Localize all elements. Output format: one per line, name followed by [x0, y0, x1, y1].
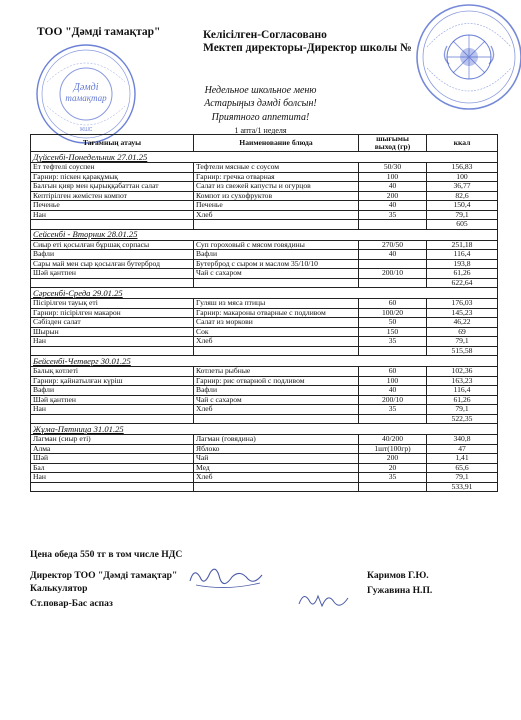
table-row: [31, 367, 498, 377]
dish-name-kz: Ет тефтелі соуспен: [31, 163, 194, 173]
table-row: [31, 308, 498, 318]
table-row: [31, 172, 498, 182]
dish-kcal: 82,6: [427, 191, 498, 201]
dish-yield: 150: [359, 327, 427, 337]
dish-kcal: 156,83: [427, 163, 498, 173]
dish-name-kz: Вафли: [31, 386, 194, 396]
table-row: [31, 454, 498, 464]
table-row: [31, 463, 498, 473]
dish-name-kz: Вафли: [31, 250, 194, 260]
approval-director-line: Мектеп директоры-Директор школы №: [203, 42, 412, 54]
menu-table: [30, 134, 498, 492]
dish-name-ru: Сок: [194, 327, 359, 337]
dish-name-kz: Сары май мен сыр қосылған бутерброд: [31, 259, 194, 269]
day-name: Сәрсенбі-Среда 29.01.25: [31, 288, 498, 299]
dish-name-kz: Бал: [31, 463, 194, 473]
day-name: Сейсенбі - Вторник 28.01.25: [31, 229, 498, 240]
dish-name-kz: Нан: [31, 473, 194, 483]
dish-kcal: 176,03: [427, 299, 498, 309]
table-row: [31, 327, 498, 337]
dish-name-ru: Вафли: [194, 386, 359, 396]
day-total-kcal: 515,58: [427, 346, 498, 356]
dish-kcal: 61,26: [427, 395, 498, 405]
dish-kcal: 145,23: [427, 308, 498, 318]
day-total-row: [31, 220, 498, 230]
dish-name-kz: Гарнир: пісірілген макарон: [31, 308, 194, 318]
empty-cell: [31, 482, 194, 492]
day-name: Дүйсенбі-Понедельник 27.01.25: [31, 152, 498, 163]
table-row: [31, 259, 498, 269]
dish-name-ru: Печенье: [194, 201, 359, 211]
dish-name-kz: Гарнир: қайнатылған күріш: [31, 376, 194, 386]
dish-name-ru: Тефтели мясные с соусом: [194, 163, 359, 173]
table-row: [31, 337, 498, 347]
empty-cell: [359, 346, 427, 356]
empty-cell: [31, 220, 194, 230]
menu-table-body: [31, 135, 498, 492]
dish-kcal: 100: [427, 172, 498, 182]
dish-name-kz: Шырын: [31, 327, 194, 337]
dish-name-ru: Гуляш из мяса птицы: [194, 299, 359, 309]
dish-name-ru: Чай с сахаром: [194, 395, 359, 405]
director-label: Директор ТОО "Дәмді тамақтар": [30, 570, 178, 581]
dish-kcal: 79,1: [427, 337, 498, 347]
dish-name-kz: Нан: [31, 337, 194, 347]
dish-kcal: 150,4: [427, 201, 498, 211]
dish-kcal: 193,8: [427, 259, 498, 269]
dish-name-ru: Чай с сахаром: [194, 269, 359, 279]
stamp-text-small: ЖШС: [79, 127, 93, 133]
dish-yield: 50/30: [359, 163, 427, 173]
stamp-text-top: Дәмді: [73, 82, 99, 93]
dish-name-ru: Салат из свежей капусты и огурцов: [194, 182, 359, 192]
day-total-row: [31, 346, 498, 356]
day-header-row: [31, 152, 498, 163]
day-total-row: [31, 278, 498, 288]
day-total-row: [31, 482, 498, 492]
day-total-kcal: 605: [427, 220, 498, 230]
dish-yield: 40: [359, 201, 427, 211]
dish-name-kz: Сиыр еті қосылған бұршақ сорпасы: [31, 240, 194, 250]
approval-label: Келісілген-Согласовано: [203, 29, 327, 41]
dish-name-kz: Кептірілген жемістен компот: [31, 191, 194, 201]
dish-yield: 200/10: [359, 395, 427, 405]
dish-yield: 200: [359, 191, 427, 201]
dish-name-ru: Компот из сухофруктов: [194, 191, 359, 201]
price-note: Цена обеда 550 тг в том числе НДС: [30, 549, 183, 560]
greeting-ru: Приятного аппетита!: [211, 112, 310, 123]
day-name: Бейсенбі-Четверг 30.01.25: [31, 356, 498, 367]
dish-yield: 20: [359, 463, 427, 473]
dish-yield: 35: [359, 210, 427, 220]
dish-kcal: 36,77: [427, 182, 498, 192]
dish-name-ru: Котлеты рыбные: [194, 367, 359, 377]
dish-yield: 270/50: [359, 240, 427, 250]
stamp-text-bottom: тамақтар: [65, 93, 107, 103]
header-kcal: ккал: [427, 135, 498, 152]
day-header-row: [31, 229, 498, 240]
dish-yield: 40/200: [359, 435, 427, 445]
dish-name-kz: Лагман (сиыр еті): [31, 435, 194, 445]
dish-kcal: 1,41: [427, 454, 498, 464]
empty-cell: [194, 278, 359, 288]
empty-cell: [194, 220, 359, 230]
empty-cell: [194, 482, 359, 492]
dish-yield: 60: [359, 367, 427, 377]
empty-cell: [359, 220, 427, 230]
table-row: [31, 191, 498, 201]
greeting-kz: Астарыңыз дәмді болсын!: [204, 98, 317, 109]
day-total-kcal: 533,91: [427, 482, 498, 492]
dish-name-ru: Вафли: [194, 250, 359, 260]
dish-name-ru: Мед: [194, 463, 359, 473]
day-total-row: [31, 414, 498, 424]
dish-yield: 35: [359, 405, 427, 415]
dish-name-ru: Хлеб: [194, 210, 359, 220]
table-row: [31, 405, 498, 415]
day-name: Жұма-Пятница 31.01.25: [31, 424, 498, 435]
table-row: [31, 395, 498, 405]
header-yield-bottom: выход (гр): [374, 142, 411, 151]
dish-kcal: 79,1: [427, 473, 498, 483]
dish-yield: 60: [359, 299, 427, 309]
table-row: [31, 269, 498, 279]
dish-kcal: 251,18: [427, 240, 498, 250]
header-kz: Тағамның атауы: [31, 135, 194, 152]
dish-yield: 50: [359, 318, 427, 328]
dish-name-kz: Печенье: [31, 201, 194, 211]
dish-kcal: 79,1: [427, 210, 498, 220]
dish-name-ru: Хлеб: [194, 337, 359, 347]
dish-name-ru: Лагман (говядина): [194, 435, 359, 445]
table-row: [31, 435, 498, 445]
dish-name-ru: Бутерброд с сыром и маслом 35/10/10: [194, 259, 359, 269]
empty-cell: [359, 414, 427, 424]
dish-kcal: 163,23: [427, 376, 498, 386]
header-ru: Наименование блюда: [194, 135, 359, 152]
dish-kcal: 47: [427, 444, 498, 454]
empty-cell: [359, 278, 427, 288]
table-header-row: [31, 135, 498, 152]
dish-name-ru: Гарнир: макароны отварные с подливом: [194, 308, 359, 318]
dish-kcal: 116,4: [427, 386, 498, 396]
director-name: Каримов Г.Ю.: [367, 570, 429, 581]
dish-name-ru: Хлеб: [194, 473, 359, 483]
table-row: [31, 473, 498, 483]
dish-name-ru: Гарнир: гречка отварная: [194, 172, 359, 182]
cook-signature: [296, 588, 352, 612]
dish-name-kz: Шәй қантпен: [31, 269, 194, 279]
dish-yield: [359, 259, 427, 269]
empty-cell: [194, 346, 359, 356]
table-row: [31, 163, 498, 173]
dish-name-kz: Алма: [31, 444, 194, 454]
day-header-row: [31, 424, 498, 435]
header-yield: [359, 135, 427, 152]
dish-kcal: 102,36: [427, 367, 498, 377]
dish-name-ru: Суп гороховый с мясом говядины: [194, 240, 359, 250]
day-header-row: [31, 288, 498, 299]
menu-title: Недельное школьное меню: [204, 85, 317, 96]
empty-cell: [31, 278, 194, 288]
dish-name-kz: Гарнир: піскен қарақұмық: [31, 172, 194, 182]
dish-name-kz: Нан: [31, 210, 194, 220]
dish-name-kz: Шәй: [31, 454, 194, 464]
day-header-row: [31, 356, 498, 367]
dish-kcal: 69: [427, 327, 498, 337]
dish-yield: 40: [359, 250, 427, 260]
day-total-kcal: 522,35: [427, 414, 498, 424]
table-row: [31, 444, 498, 454]
dish-yield: 1шт(100гр): [359, 444, 427, 454]
dish-name-ru: Хлеб: [194, 405, 359, 415]
dish-yield: 100: [359, 172, 427, 182]
dish-kcal: 79,1: [427, 405, 498, 415]
header-yield-top: шығымы: [376, 134, 409, 143]
table-row: [31, 250, 498, 260]
dish-name-kz: Шәй қантпен: [31, 395, 194, 405]
dish-name-kz: Сәбізден салат: [31, 318, 194, 328]
dish-name-kz: Нан: [31, 405, 194, 415]
table-row: [31, 240, 498, 250]
dish-name-ru: Гарнир: рис отварной с подливом: [194, 376, 359, 386]
week-label: 1 апта/1 неделя: [234, 126, 287, 135]
dish-name-kz: Балғын қияр мен қырыққабаттан салат: [31, 182, 194, 192]
company-name: ТОО "Дәмді тамақтар": [37, 26, 161, 38]
dish-kcal: 340,8: [427, 435, 498, 445]
table-row: [31, 210, 498, 220]
table-row: [31, 299, 498, 309]
dish-yield: 200/10: [359, 269, 427, 279]
dish-kcal: 116,4: [427, 250, 498, 260]
dish-kcal: 61,26: [427, 269, 498, 279]
empty-cell: [31, 346, 194, 356]
table-row: [31, 386, 498, 396]
dish-yield: 100/20: [359, 308, 427, 318]
dish-kcal: 65,6: [427, 463, 498, 473]
calculator-label: Калькулятор: [30, 583, 88, 594]
dish-kcal: 46,22: [427, 318, 498, 328]
empty-cell: [359, 482, 427, 492]
empty-cell: [31, 414, 194, 424]
cook-label: Ст.повар-Бас аспаз: [30, 598, 113, 609]
dish-yield: 40: [359, 386, 427, 396]
dish-yield: 40: [359, 182, 427, 192]
dish-name-kz: Пісірілген тауық еті: [31, 299, 194, 309]
dish-yield: 100: [359, 376, 427, 386]
table-row: [31, 201, 498, 211]
table-row: [31, 182, 498, 192]
day-total-kcal: 622,64: [427, 278, 498, 288]
dish-name-ru: Чай: [194, 454, 359, 464]
dish-name-ru: Салат из моркови: [194, 318, 359, 328]
director-signature: [186, 563, 266, 593]
dish-name-kz: Балық котлеті: [31, 367, 194, 377]
dish-name-ru: Яблоко: [194, 444, 359, 454]
table-row: [31, 318, 498, 328]
dish-yield: 35: [359, 473, 427, 483]
empty-cell: [194, 414, 359, 424]
dish-yield: 200: [359, 454, 427, 464]
table-row: [31, 376, 498, 386]
dish-yield: 35: [359, 337, 427, 347]
calculator-name: Гужавина Н.П.: [367, 585, 433, 596]
